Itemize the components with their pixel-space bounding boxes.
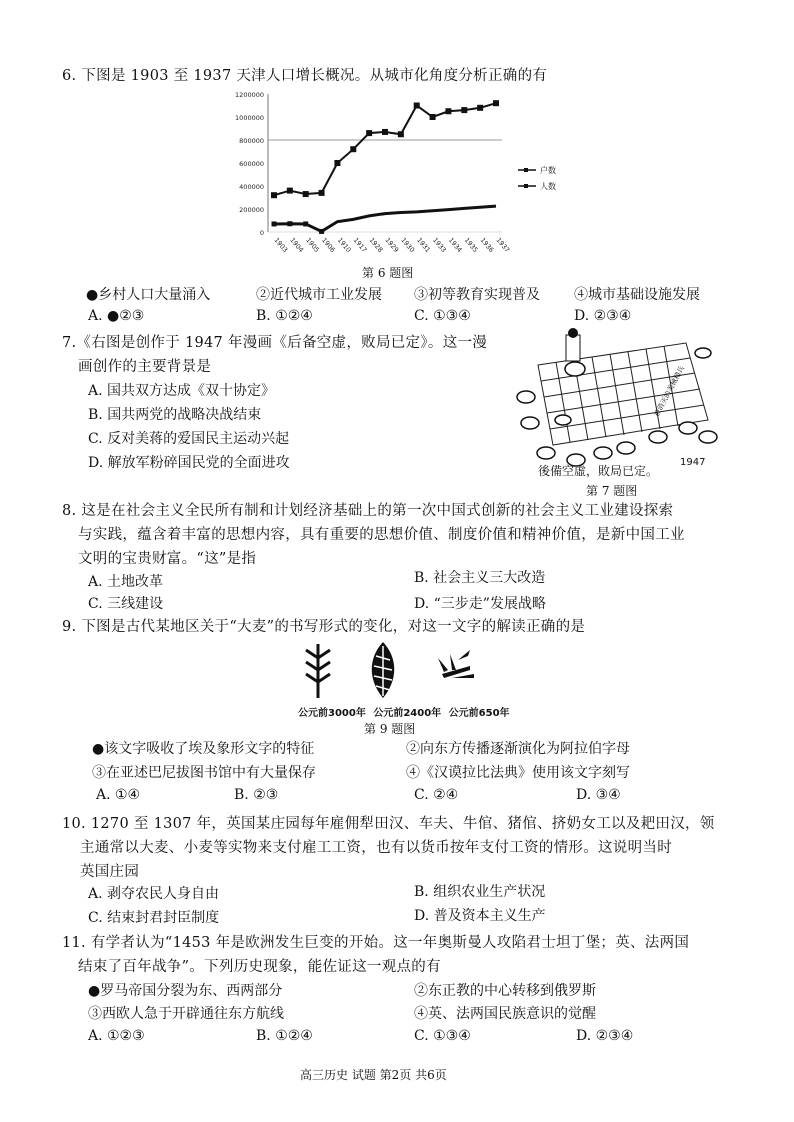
barley-cuneiform-650bc: [438, 650, 474, 678]
series-line-population: [274, 103, 496, 195]
q10-line3: 英国庄园: [80, 864, 140, 880]
q9-choice-b[interactable]: B. ②③: [234, 787, 279, 803]
q11-line1: 11. 有学者认为“1453 年是欧洲发生巨变的开始。这一年奥斯曼人攻陷君士坦丁堡；英、法两国: [62, 935, 690, 951]
q6-item-2: ②近代城市工业发展: [256, 287, 382, 303]
series-line-households: [274, 206, 496, 231]
data-point-households: [272, 221, 277, 226]
legend-marker-households: [524, 168, 528, 172]
data-point-population: [430, 114, 436, 120]
q6-choice-c[interactable]: C. ①③④: [414, 308, 471, 324]
q8-line3: 文明的宝贵财富。“这”是指: [78, 551, 257, 567]
q9-choice-d[interactable]: D. ③④: [576, 787, 621, 803]
q9-dates: [298, 704, 510, 719]
x-tick-label: 1929: [383, 236, 401, 254]
x-tick-label: 1903: [272, 236, 290, 254]
x-tick-label: 1931: [415, 236, 432, 254]
chess-pieces-drawing: [517, 348, 717, 466]
data-point-population: [350, 146, 356, 152]
q10-option-d[interactable]: D. 普及资本主义生产: [414, 908, 546, 924]
x-tick-label: 1933: [431, 236, 448, 254]
data-point-population: [319, 190, 325, 196]
q9-item-1: ●该文字吸收了埃及象形文字的特征: [92, 741, 315, 757]
legend-label-population: 人数: [540, 182, 556, 191]
q6-choice-a[interactable]: A. ●②③: [88, 308, 145, 324]
data-point-households: [319, 229, 324, 234]
data-point-population: [493, 100, 499, 106]
x-tick-label: 1930: [399, 236, 417, 254]
q6-stem: 6. 下图是 1903 至 1937 天津人口增长概况。从城市化角度分析正确的有: [62, 68, 548, 84]
x-tick-label: 1917: [351, 236, 369, 254]
cartoon-title: 後備空虛，敗局已定。: [538, 464, 659, 478]
x-tick-label: 1936: [478, 236, 496, 254]
data-point-population: [477, 105, 483, 111]
x-tick-label: 1906: [320, 236, 337, 254]
q10-line1: 10. 1270 至 1307 年，英国某庄园每年雇佣犁田汉、车夫、牛倌、猪倌、挤奶女工以及耙田汉，领: [62, 816, 715, 832]
x-tick-label: 1935: [462, 236, 480, 254]
x-tick-label: 1934: [446, 236, 464, 254]
data-point-population: [303, 191, 309, 197]
q11-line2: 结束了百年战争”。下列历史现象，能佐证这一观点的有: [78, 959, 441, 975]
q9-item-3: ③在亚述巴尼拔图书馆中有大量保存: [92, 765, 316, 781]
q7-stem-line1: 7.《右图是创作于 1947 年漫画《后备空虚，败局已定》。这一漫: [62, 335, 488, 351]
y-tick-label: 400000: [239, 183, 264, 191]
data-point-households: [303, 221, 308, 226]
q7-stem-line2: 画创作的主要背景是: [78, 359, 212, 375]
x-tick-label: 1905: [304, 236, 321, 254]
q7-caption: 第 7 题图: [586, 484, 638, 498]
q11-item-2: ②东正教的中心转移到俄罗斯: [414, 983, 596, 999]
q6-item-1: ●乡村人口大量涌入: [86, 287, 211, 303]
q11-choice-a[interactable]: A. ①②③: [88, 1028, 145, 1044]
y-tick-label: 200000: [239, 206, 264, 214]
cartoon-year: 1947: [680, 457, 706, 468]
q6-chart: [220, 86, 590, 268]
q11-choice-b[interactable]: B. ①②④: [256, 1028, 313, 1044]
y-tick-label: 1200000: [235, 91, 264, 99]
q9-choice-c[interactable]: C. ②④: [414, 787, 459, 803]
q9-stem: 9. 下图是古代某地区关于“大麦”的书写形式的变化，对这一文字的解读正确的是: [62, 619, 586, 635]
data-point-population: [461, 107, 467, 113]
q9-item-2: ②向东方传播逐渐演化为阿拉伯字母: [406, 741, 630, 757]
q8-option-c[interactable]: C. 三线建设: [88, 596, 164, 612]
q7-option-c[interactable]: C. 反对美蒋的爱国民主运动兴起: [88, 431, 290, 447]
general-piece-drawing: [565, 328, 585, 376]
population-line-chart: [220, 86, 590, 264]
q7-option-a[interactable]: A. 国共双方达成《双十协定》: [88, 383, 276, 399]
page-footer: 高三历史 试题 第2页 共6页: [300, 1068, 447, 1082]
legend-label-households: 户数: [540, 166, 556, 175]
q8-line1: 8. 这是在社会主义全民所有制和计划经济基础上的第一次中国式创新的社会主义工业建设探索: [62, 503, 674, 519]
y-tick-label: 1000000: [235, 114, 264, 122]
q11-item-3: ③西欧人急于开辟通往东方航线: [88, 1006, 284, 1022]
y-tick-label: 600000: [239, 160, 264, 168]
barley-pictograph-2400bc: [372, 642, 395, 698]
x-tick-label: 1937: [494, 236, 512, 254]
q6-choice-b[interactable]: B. ①②④: [256, 308, 313, 324]
data-point-population: [382, 129, 388, 135]
barley-pictograph-3000bc: [306, 644, 330, 698]
q10-option-a[interactable]: A. 剥夺农民人身自由: [88, 886, 220, 902]
cartoon-side-text: 被消灭的美械精兵: [652, 364, 687, 418]
q6-caption: 第 6 题图: [362, 266, 414, 280]
data-point-population: [366, 130, 372, 136]
q9-item-4: ④《汉谟拉比法典》使用该文字刻写: [406, 765, 630, 781]
q6-choice-d[interactable]: D. ②③④: [574, 308, 632, 324]
q10-line2: 主通常以大麦、小麦等实物来支付雇工工资，也有以货币按年支付工资的情形。这说明当时: [80, 840, 672, 856]
x-tick-label: 1904: [288, 236, 306, 254]
q8-option-b[interactable]: B. 社会主义三大改造: [414, 570, 546, 586]
y-tick-label: 800000: [239, 137, 264, 145]
q11-item-4: ④英、法两国民族意识的觉醒: [414, 1006, 596, 1022]
q11-choice-c[interactable]: C. ①③④: [414, 1028, 471, 1044]
q9-glyphs: [298, 640, 488, 706]
data-point-households: [287, 221, 292, 226]
x-tick-label: 1928: [367, 236, 385, 254]
q11-choice-d[interactable]: D. ②③④: [576, 1028, 634, 1044]
q9-choice-a[interactable]: A. ①④: [96, 787, 141, 803]
q9-date-2: 公元前2400年: [373, 708, 442, 719]
q9-caption: 第 9 题图: [364, 722, 416, 736]
legend-marker-population: [524, 184, 528, 188]
q10-option-c[interactable]: C. 结束封君封臣制度: [88, 910, 220, 926]
q8-option-a[interactable]: A. 土地改革: [88, 574, 164, 590]
x-tick-label: 1910: [335, 236, 353, 254]
q8-option-d[interactable]: D. “三步走”发展战略: [414, 596, 546, 612]
data-point-population: [334, 160, 340, 166]
data-point-population: [271, 192, 277, 198]
q6-item-3: ③初等教育实现普及: [414, 287, 540, 303]
data-point-population: [414, 103, 420, 109]
q7-cartoon: [508, 325, 723, 487]
y-tick-label: 0: [259, 229, 264, 237]
q8-line2: 与实践，蕴含着丰富的思想内容，具有重要的思想价值、制度价值和精神价值，是新中国工业: [78, 527, 685, 543]
q10-option-b[interactable]: B. 组织农业生产状况: [414, 884, 546, 900]
q7-option-b[interactable]: B. 国共两党的战略决战结束: [88, 407, 262, 423]
q9-date-3: 公元前650年: [448, 708, 510, 719]
q11-item-1: ●罗马帝国分裂为东、西两部分: [88, 983, 283, 999]
q9-date-1: 公元前3000年: [298, 708, 366, 719]
data-point-population: [287, 188, 293, 194]
data-point-population: [445, 108, 451, 114]
data-point-population: [398, 131, 404, 137]
q6-item-4: ④城市基础设施发展: [574, 287, 700, 303]
q7-option-d[interactable]: D. 解放军粉碎国民党的全面进攻: [88, 455, 290, 471]
